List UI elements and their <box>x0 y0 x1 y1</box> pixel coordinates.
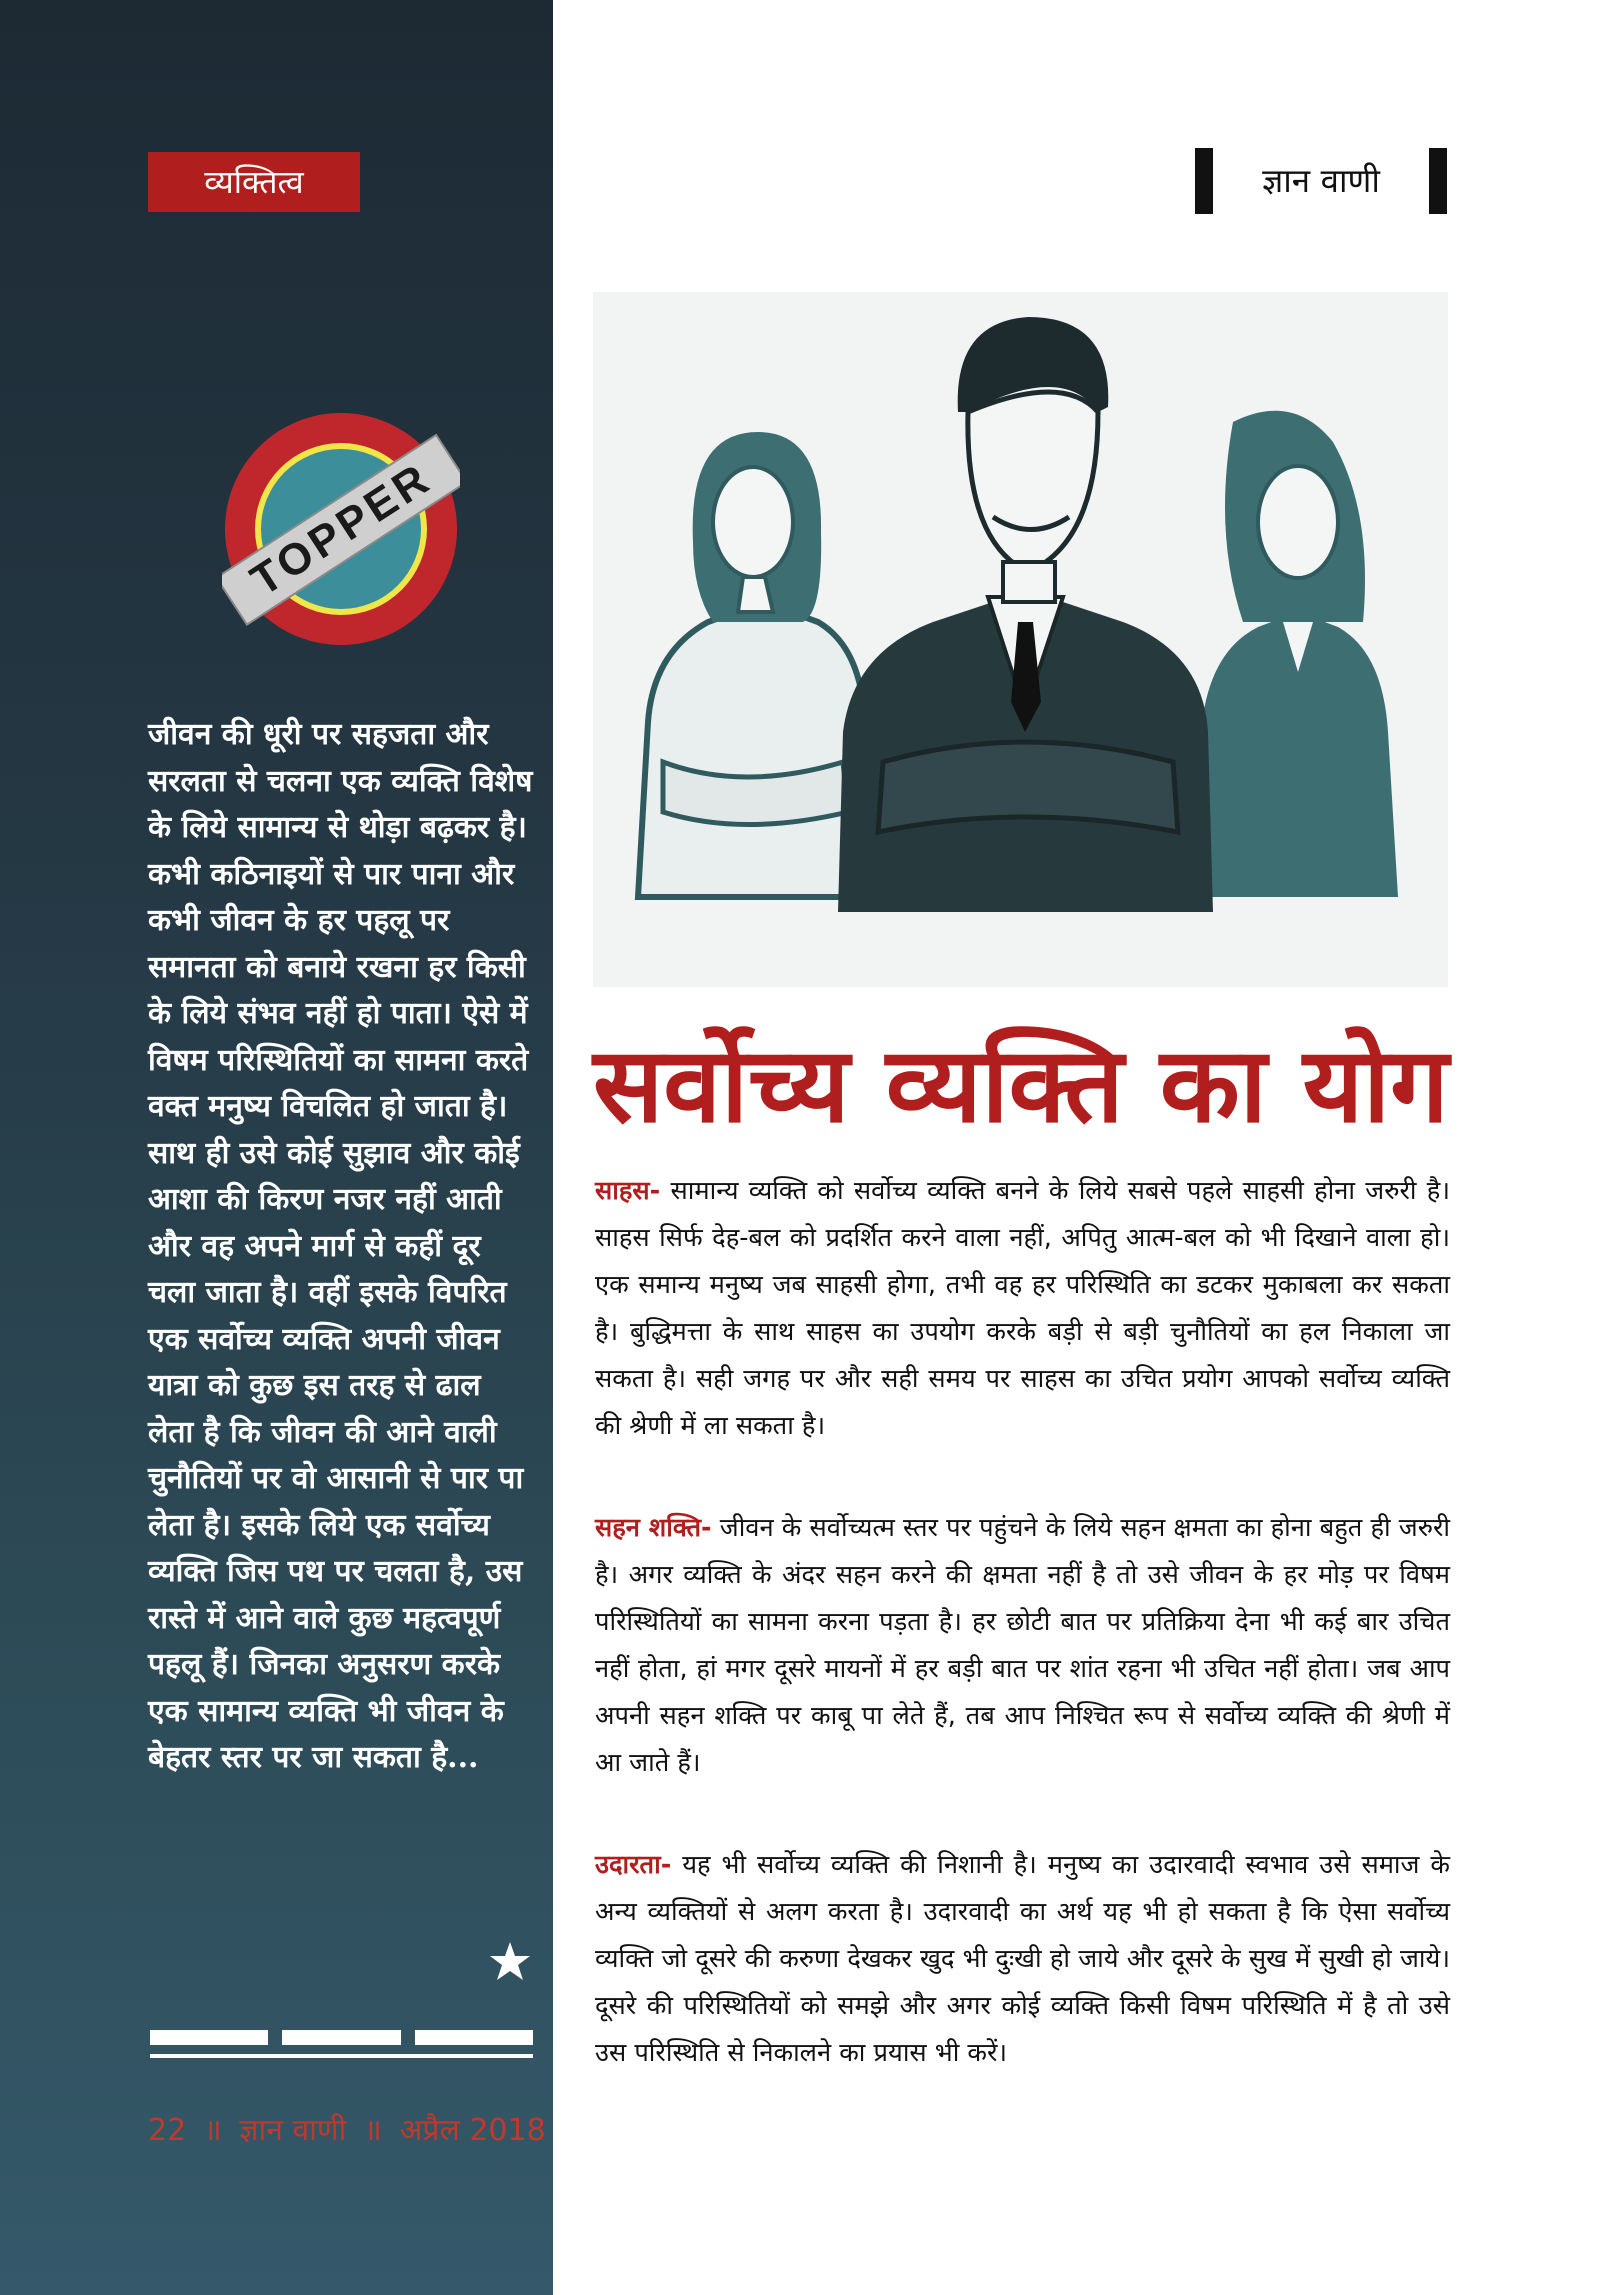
sidebar <box>0 0 553 2295</box>
footer-magazine: ज्ञान वाणी <box>239 2113 347 2148</box>
section-term: साहस- <box>595 1176 661 1206</box>
section-text: यह भी सर्वोच्य व्यक्ति की निशानी है। मनुष्य का उदारवादी स्वभाव उसे समाज के अन्य व्यक्तियों से अलग करता है। उदारवादी का अर्थ यह भी हो सकता है कि ऐसा सर्वोच्य व्यक्ति जो दूसरे की करुणा देखकर खुद भी दुःखी हो जाये और दूसरे के सुख में सुखी हो जाये। दूसरे की परिस्थितियों को समझे और अगर कोई व्यक्ति किसी विषम परिस्थिति में है तो उसे उस परिस्थिति से निकालने का प्रयास भी करें। <box>595 1850 1450 2068</box>
star-icon <box>488 1940 532 1984</box>
page-number: 22 <box>148 2113 187 2148</box>
footer-issue: अप्रैल 2018 <box>399 2113 546 2148</box>
article-section-udarta <box>595 1842 1450 2077</box>
magazine-name: ज्ञान वाणी <box>1262 161 1380 200</box>
topper-badge <box>222 410 460 648</box>
section-text: जीवन के सर्वोच्यत्म स्तर पर पहुंचने के लिये सहन क्षमता का होना बहुत ही जरुरी है। अगर व्यक्ति के अंदर सहन करने की क्षमता नहीं है तो उसे जीवन के हर मोड़ पर विषम परिस्थितियों का सामना करना पड़ता है। हर छोटी बात पर प्रतिक्रिया देना भी कई बार उचित नहीं होता, हां मगर दूसरे मायनों में हर बड़ी बात पर शांत रहना भी उचित नहीं होता। जब आप अपनी सहन शक्ति पर काबू पा लेते हैं, तब आप निश्चित रूप से सर्वोच्य व्यक्ति की श्रेणी में आ जाते हैं। <box>595 1513 1450 1778</box>
article-title: सर्वोच्य व्यक्ति का योग <box>593 1023 1449 1146</box>
business-people-illustration <box>593 292 1448 987</box>
magazine-header <box>1195 148 1447 214</box>
page-footer <box>148 2108 546 2149</box>
section-text: सामान्य व्यक्ति को सर्वोच्य व्यक्ति बनने के लिये सबसे पहले साहसी होना जरुरी है। साहस सिर्फ देह-बल को प्रदर्शित करने वाला नहीं, अपितु आत्म-बल को भी दिखाने वाला हो। एक समान्य मनुष्य जब साहसी होगा, तभी वह हर परिस्थिति का डटकर मुकाबला कर सकता है। बुद्धिमत्ता के साथ साहस का उपयोग करके बड़ी से बड़ी चुनौतियों का हल निकाला जा सकता है। सही जगह पर और सही समय पर साहस का उचित प्रयोग आपको सर्वोच्य व्यक्ति की श्रेणी में ला सकता है। <box>595 1176 1450 1441</box>
section-term: उदारता- <box>595 1850 672 1880</box>
article-section-sahan-shakti <box>595 1505 1450 1787</box>
decorative-bars <box>150 2030 533 2058</box>
topper-badge-text: TOPPER <box>242 453 441 606</box>
sidebar-intro: जीवन की धूरी पर सहजता और सरलता से चलना एक व्यक्ति विशेष के लिये सामान्य से थोड़ा बढ़कर है। कभी कठिनाइयों से पार पाना और कभी जीवन के हर पहलू पर समानता को बनाये रखना हर किसी के लिये संभव नहीं हो पाता। ऐसे में विषम परिस्थितियों का सामना करते वक्त मनुष्य विचलित हो जाता है। साथ ही उसे कोई सुझाव और कोई आशा की किरण नजर नहीं आती और वह अपने मार्ग से कहीं दूर चला जाता है। वहीं इसके विपरित एक सर्वोच्य व्यक्ति अपनी जीवन यात्रा को कुछ इस तरह से ढाल लेता है कि जीवन की आने वाली चुनौतियों पर वो आसानी से पार पा लेता है। इसके लिये एक सर्वोच्य व्यक्ति जिस पथ पर चलता है, उस रास्ते में आने वाले कुछ महत्वपूर्ण पहलू हैं। जिनका अनुसरण करके एक सामान्य व्यक्ति भी जीवन के बेहतर स्तर पर जा सकता है... <box>148 717 533 1775</box>
section-term: सहन शक्ति- <box>595 1513 712 1543</box>
section-tag: व्यक्तित्व <box>148 152 360 212</box>
footer-separator: ॥ <box>203 2113 222 2148</box>
footer-separator: ॥ <box>363 2113 382 2148</box>
article-section-sahas <box>595 1168 1450 1450</box>
